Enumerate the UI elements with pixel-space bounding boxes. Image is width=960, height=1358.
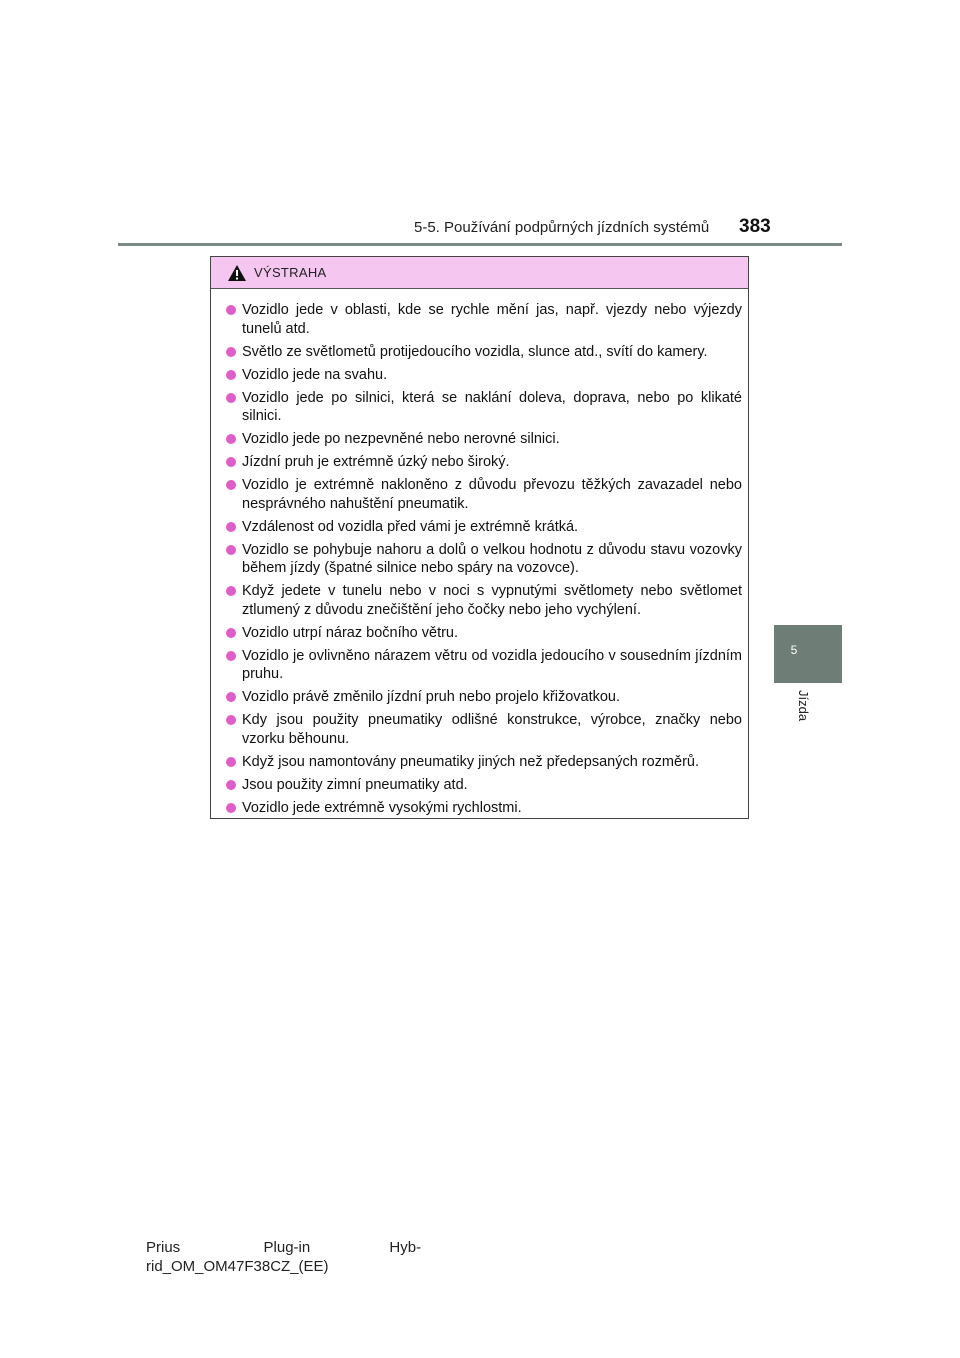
warning-list: [211, 289, 748, 817]
bullet-icon: [226, 715, 236, 725]
warning-item: [242, 582, 742, 619]
warning-item-text: Vozidlo jede na svahu.: [242, 366, 388, 383]
footer-model-code: Prius Plug-in Hyb- rid_OM_OM47F38CZ_(EE): [146, 1239, 422, 1275]
warning-item: [242, 624, 742, 643]
bullet-icon: [226, 586, 236, 596]
warning-item-text: Vozidlo jede po silnici, která se naklání doleva, doprava, nebo po klikaté silnici.: [242, 389, 742, 424]
bullet-icon: [226, 457, 236, 467]
warning-item: [242, 753, 742, 772]
page-number: 383: [739, 216, 771, 237]
bullet-icon: [226, 780, 236, 790]
chapter-number: 5: [790, 643, 798, 657]
warning-item-text: Vozidlo jede extrémně vysokými rychlostmi.: [242, 799, 522, 816]
bullet-icon: [226, 628, 236, 638]
header-divider: [118, 243, 842, 246]
warning-item-text: Světlo ze světlometů protijedoucího vozidla, slunce atd., svítí do kamery.: [242, 343, 708, 360]
bullet-icon: [226, 305, 236, 315]
warning-item-text: Když jedete v tunelu nebo v noci s vypnutými světlomety nebo světlomet ztlumený z důvodu znečištění jeho čočky nebo jeho vychýlení.: [242, 583, 742, 618]
warning-item: [242, 343, 742, 362]
bullet-icon: [226, 480, 236, 490]
chapter-tab: [774, 625, 842, 683]
bullet-icon: [226, 434, 236, 444]
warning-item: [242, 389, 742, 426]
bullet-icon: [226, 393, 236, 403]
warning-item-text: Vzdálenost od vozidla před vámi je extrémně krátká.: [242, 518, 579, 535]
warning-item: [242, 301, 742, 338]
bullet-icon: [226, 692, 236, 702]
warning-title: VÝSTRAHA: [254, 265, 327, 280]
warning-item: [242, 453, 742, 472]
warning-item: [242, 430, 742, 449]
bullet-icon: [226, 370, 236, 380]
section-title: 5-5. Používání podpůrných jízdních systémů: [414, 219, 710, 236]
warning-item-text: Vozidlo jede po nezpevněné nebo nerovné silnici.: [242, 431, 560, 447]
warning-triangle-icon: [227, 264, 247, 282]
warning-header: [211, 257, 748, 289]
warning-item-text: Vozidlo je ovlivněno nárazem větru od vozidla jedoucího v sousedním jízdním pruhu.: [242, 647, 742, 682]
bullet-icon: [226, 651, 236, 661]
bullet-icon: [226, 757, 236, 767]
warning-item: [242, 688, 742, 707]
warning-item-text: Vozidlo právě změnilo jízdní pruh nebo projelo křižovatkou.: [242, 689, 621, 705]
warning-item: [242, 476, 742, 513]
warning-item: [242, 799, 742, 818]
warning-item-text: Vozidlo je extrémně nakloněno z důvodu převozu těžkých zavazadel nebo nesprávného nahuštění pneumatik.: [242, 477, 742, 512]
warning-item-text: Jízdní pruh je extrémně úzký nebo široký.: [242, 454, 510, 470]
warning-item-text: Vozidlo se pohybuje nahoru a dolů o velkou hodnotu z důvodu stavu vozovky během jízdy (špatné silnice nebo spáry na vozovce).: [242, 541, 742, 576]
bullet-icon: [226, 347, 236, 357]
warning-item: [242, 541, 742, 578]
warning-item-text: Vozidlo utrpí náraz bočního větru.: [242, 624, 459, 641]
bullet-icon: [226, 522, 236, 532]
chapter-label: Jízda: [796, 690, 811, 722]
warning-item-text: Kdy jsou použity pneumatiky odlišné konstrukce, výrobce, značky nebo vzorku běhounu.: [242, 712, 742, 747]
warning-item-text: Jsou použity zimní pneumatiky atd.: [242, 776, 468, 793]
warning-item: [242, 776, 742, 795]
warning-item: [242, 518, 742, 537]
bullet-icon: [226, 545, 236, 555]
bullet-icon: [226, 803, 236, 813]
warning-item: [242, 647, 742, 684]
warning-box: [210, 256, 749, 819]
warning-item-text: Když jsou namontovány pneumatiky jiných než předepsaných rozměrů.: [242, 753, 699, 770]
warning-item-text: Vozidlo jede v oblasti, kde se rychle mění jas, např. vjezdy nebo výjezdy tunelů atd.: [242, 302, 742, 337]
warning-item: [242, 366, 742, 385]
warning-item: [242, 711, 742, 748]
